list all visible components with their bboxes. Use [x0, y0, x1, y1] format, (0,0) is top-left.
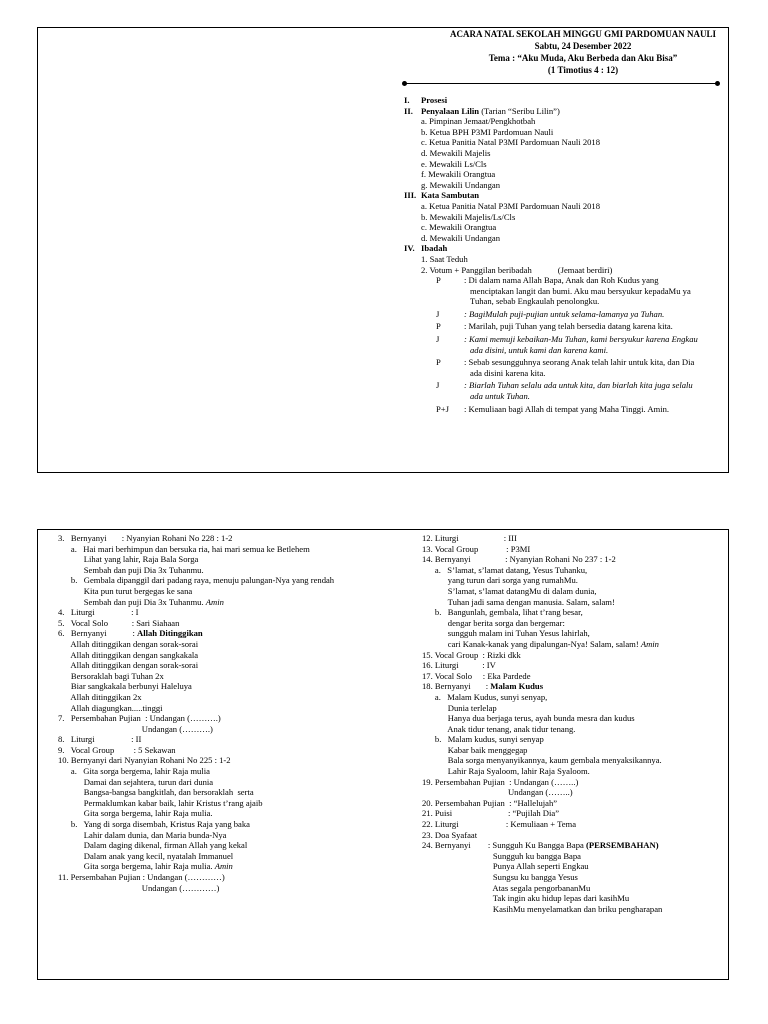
program-line-text: Punya Allah seperti Engkau	[422, 861, 589, 872]
program-line	[58, 830, 388, 841]
liturgy-line: : Sebab sesungguhnya seorang Anak telah lahir untuk kita, dan Dia	[464, 357, 695, 368]
divider-dot-right	[715, 81, 720, 86]
program-line-text: Kita pun turut bergegas ke sana	[58, 585, 193, 596]
program-line	[58, 565, 388, 576]
program-line	[422, 808, 727, 819]
program-line-text: a. Malam Kudus, sunyi senyap,	[422, 691, 548, 702]
program-line	[422, 533, 727, 544]
program-line	[58, 851, 388, 862]
liturgy-responses	[404, 275, 726, 414]
section-kata-sambutan: III. Kata Sambutan	[404, 190, 480, 201]
program-line	[58, 713, 388, 724]
program-line-emph: Allah Ditinggikan	[137, 628, 203, 639]
program-line-text: Hanya dua berjaga terus, ayah bunda mesra dan kudus	[422, 713, 635, 724]
section-prosesi: I. Prosesi	[404, 95, 448, 105]
penyalaan-lilin-item: a. Pimpinan Jemaat/Pengkhotbah	[421, 116, 536, 127]
liturgy-line: : Kami memuji kebaikan-Mu Tuhan, kami bersyukur karena Engkau	[464, 334, 698, 345]
program-line	[422, 703, 727, 714]
program-line-text: 14. Bernyanyi : Nyanyian Rohani No 237 : 1-2	[422, 554, 616, 565]
liturgy-speaker: P	[436, 321, 441, 332]
program-line-text: Gita sorga bergema, lahir Raja mulia.	[58, 808, 213, 819]
program-line	[58, 681, 388, 692]
penyalaan-lilin-item: b. Ketua BPH P3MI Pardomuan Nauli	[421, 126, 554, 137]
program-line-text: Tuhan jadi sama dengan manusia. Salam, salam!	[422, 596, 615, 607]
program-line	[58, 734, 388, 745]
program-line	[58, 840, 388, 851]
liturgy-line: : Biarlah Tuhan selalu ada untuk kita, dan biarlah kita juga selalu	[464, 380, 693, 391]
program-line-text: Tak ingin aku hidup lepas dari kasihMu	[422, 893, 630, 904]
program-line-text: 4. Liturgi : I	[58, 607, 139, 618]
kata-sambutan-item: d. Mewakili Undangan	[421, 232, 500, 243]
program-line-text: Gita sorga bergema, lahir Raja mulia.	[58, 861, 215, 872]
program-line-text: sungguh malam ini Tuhan Yesus lahirlah,	[422, 628, 590, 639]
program-line	[422, 755, 727, 766]
program-line-text: a. Gita sorga bergema, lahir Raja mulia	[58, 766, 210, 777]
program-line	[422, 861, 727, 872]
program-line	[422, 671, 727, 682]
program-line-text: dengar berita sorga dan bergemar:	[422, 617, 565, 628]
kata-sambutan-item: c. Mewakili Orangtua	[421, 222, 497, 233]
liturgy-response	[404, 404, 726, 415]
program-line	[422, 724, 727, 735]
program-line-text: 20. Persembahan Pujian : “Hallelujah”	[422, 797, 558, 808]
program-line-text: 21. Puisi : “Pujilah Dia”	[422, 808, 560, 819]
program-title: ACARA NATAL SEKOLAH MINGGU GMI PARDOMUAN NAULI	[449, 29, 716, 39]
program-line	[58, 777, 388, 788]
program-line-text: 8. Liturgi : II	[58, 734, 142, 745]
program-line	[58, 819, 388, 830]
program-line	[58, 872, 388, 883]
program-line-text: b. Malam kudus, sunyi senyap	[422, 734, 544, 745]
program-column-right	[422, 533, 727, 914]
program-line-text: 12. Liturgi : III	[422, 533, 517, 543]
ibadah-item-2: 2. Votum + Panggilan beribadah (Jemaat berdiri)	[421, 264, 613, 275]
program-line	[422, 628, 727, 639]
program-line	[422, 650, 727, 661]
program-line-text: Permaklumkan kabar baik, lahir Kristus t’rang ajaib	[58, 797, 263, 808]
program-column-left	[58, 533, 388, 893]
program-line-text: Allah ditinggikan dengan sorak-sorai	[58, 638, 199, 649]
program-line	[422, 851, 727, 862]
program-line	[58, 671, 388, 682]
program-page-2	[37, 529, 729, 980]
program-line	[422, 692, 727, 703]
kata-sambutan-item: a. Ketua Panitia Natal P3MI Pardomuan Nauli 2018	[421, 200, 601, 211]
liturgy-response	[404, 357, 726, 378]
program-line	[58, 724, 388, 735]
program-line-text: Anak tidur tenang, anak tidur tenang.	[422, 723, 576, 734]
program-line-emph: Amin	[640, 638, 659, 649]
program-line-text: Atas segala pengorbananMu	[422, 882, 591, 893]
program-line-text: 16. Liturgi : IV	[422, 660, 496, 671]
program-line	[422, 713, 727, 724]
penyalaan-lilin-list	[404, 116, 726, 190]
program-line-text: Bersoraklah bagi Tuhan 2x	[58, 670, 164, 681]
liturgy-response	[404, 309, 726, 320]
liturgy-response	[404, 380, 726, 401]
program-line	[58, 586, 388, 597]
program-line	[422, 575, 727, 586]
program-line-text: 19. Persembahan Pujian : Undangan (……..)	[422, 776, 579, 787]
program-theme: Tema : “Aku Muda, Aku Berbeda dan Aku Bisa”	[488, 53, 678, 63]
program-line-text: Kabar baik menggegap	[422, 744, 528, 755]
liturgy-line: ada untuk Tuhan.	[470, 391, 530, 402]
program-line	[58, 766, 388, 777]
liturgy-response	[404, 321, 726, 332]
program-line-text: cari Kanak-kanak yang dipalungan-Nya! Salam, salam!	[422, 638, 641, 649]
program-line-text: 13. Vocal Group : P3MI	[422, 543, 531, 554]
program-date: Sabtu, 24 Desember 2022	[534, 41, 632, 51]
program-line	[422, 745, 727, 756]
program-line-text: 22. Liturgi : Kemuliaan + Tema	[422, 819, 577, 830]
liturgy-line: ada disini, untuk kami dan karena kami.	[470, 344, 609, 355]
program-line-text: 23. Doa Syafaat	[422, 829, 478, 840]
penyalaan-lilin-item: f. Mewakili Orangtua	[421, 169, 496, 180]
program-line-text: Allah diagungkan.....tinggi	[58, 702, 163, 713]
program-line-text: KasihMu menyelamatkan dan briku pengharapan	[422, 903, 663, 914]
program-line	[422, 830, 727, 841]
program-line-text: 17. Vocal Solo : Eka Pardede	[422, 670, 531, 681]
program-line	[58, 639, 388, 650]
program-line-text: 9. Vocal Group : 5 Sekawan	[58, 744, 176, 755]
liturgy-line: : Marilah, puji Tuhan yang telah bersedia datang karena kita.	[464, 321, 673, 332]
program-line-text: Lihat yang lahir, Raja Bala Sorga	[58, 554, 199, 565]
program-line	[58, 554, 388, 565]
program-line-emph: Malam Kudus	[490, 681, 544, 692]
program-line-text: 5. Vocal Solo : Sari Siahaan	[58, 617, 180, 628]
section-penyalaan-lilin: II. Penyalaan Lilin (Tarian “Seribu Lilin”)	[404, 105, 560, 116]
liturgy-speaker: P+J	[436, 403, 449, 414]
program-line	[58, 628, 388, 639]
program-line	[58, 575, 388, 586]
kata-sambutan-item: b. Mewakili Majelis/Ls/Cls	[421, 211, 516, 222]
program-line-text: 18. Bernyanyi :	[422, 681, 491, 692]
program-line-text: Allah ditinggikan dengan sorak-sorai	[58, 660, 199, 671]
program-line-text: Bangsa-bangsa bangkitlah, dan bersoraklah serta	[58, 787, 254, 798]
program-line	[58, 692, 388, 703]
program-line-text: b. Bangunlah, gembala, lihat t’rang besar,	[422, 607, 583, 618]
penyalaan-lilin-item: g. Mewakili Undangan	[421, 179, 500, 190]
program-line-text: Undangan (……..)	[422, 787, 573, 798]
program-line-text: 7. Persembahan Pujian : Undangan (……….)	[58, 713, 221, 724]
ibadah-item-1: 1. Saat Teduh	[421, 253, 468, 264]
program-line	[58, 798, 388, 809]
program-line-text: 15. Vocal Group : Rizki dkk	[422, 649, 521, 660]
program-line	[58, 597, 388, 608]
kata-sambutan-list	[404, 201, 726, 243]
program-line-text: 11. Persembahan Pujian : Undangan (…………)	[58, 872, 225, 882]
penyalaan-lilin-item: d. Mewakili Majelis	[421, 147, 491, 158]
program-line-text: Lahir dalam dunia, dan Maria bunda-Nya	[58, 829, 227, 840]
program-line	[422, 607, 727, 618]
order-of-service	[404, 95, 726, 416]
program-line-text: a. Hai mari berhimpun dan bersuka ria, hai mari semua ke Betlehem	[58, 543, 310, 554]
section-ibadah: IV. Ibadah	[404, 243, 448, 254]
program-line	[422, 798, 727, 809]
program-line	[58, 808, 388, 819]
liturgy-line: menciptakan langit dan bumi. Aku mau bersyukur kepadaMu ya	[470, 285, 691, 296]
program-line	[422, 883, 727, 894]
program-line-text: Dunia terlelap	[422, 702, 497, 713]
program-line	[422, 565, 727, 576]
program-line	[58, 607, 388, 618]
program-line	[422, 840, 727, 851]
program-line-emph: (PERSEMBAHAN)	[585, 840, 659, 851]
program-line	[58, 755, 388, 766]
liturgy-speaker: P	[436, 275, 441, 286]
penyalaan-lilin-item: e. Mewakili Ls/Cls	[421, 158, 487, 169]
program-line	[422, 777, 727, 788]
program-line-text: 6. Bernyanyi :	[58, 628, 138, 639]
program-line	[422, 904, 727, 915]
program-line	[422, 597, 727, 608]
program-line-text: Sungguh ku bangga Bapa	[422, 850, 581, 861]
liturgy-response	[404, 275, 726, 307]
program-line-text: Sembah dan puji Dia 3x Tuhanmu.	[58, 564, 204, 575]
program-line	[58, 618, 388, 629]
program-line-emph: Amin	[214, 861, 233, 872]
program-line-text: 3. Bernyanyi : Nyanyian Rohani No 228 : 1-2	[58, 533, 233, 543]
program-line	[58, 745, 388, 756]
liturgy-speaker: J	[436, 380, 440, 391]
penyalaan-lilin-item: c. Ketua Panitia Natal P3MI Pardomuan Nauli 2018	[421, 137, 601, 148]
liturgy-line: ada disini karena kita.	[470, 367, 546, 378]
program-line	[58, 544, 388, 555]
program-line	[422, 734, 727, 745]
program-line-text: a. S’lamat, s’lamat datang, Yesus Tuhanku,	[422, 564, 588, 575]
program-line-text: Undangan (…………)	[58, 882, 220, 893]
program-line	[58, 861, 388, 872]
program-line	[422, 872, 727, 883]
program-line-emph: Amin	[205, 596, 224, 607]
program-line	[422, 618, 727, 629]
program-line-text: 10. Bernyanyi dari Nyanyian Rohani No 225 : 1-2	[58, 755, 231, 766]
program-line	[422, 586, 727, 597]
liturgy-line: Tuhan, sebab Engkaulah penolongku.	[470, 296, 600, 307]
program-line	[422, 660, 727, 671]
program-line	[422, 681, 727, 692]
program-line	[58, 650, 388, 661]
liturgy-line: : Di dalam nama Allah Bapa, Anak dan Roh Kudus yang	[464, 275, 659, 286]
liturgy-speaker: P	[436, 357, 441, 368]
program-line	[422, 766, 727, 777]
program-line-text: Damai dan sejahtera, turun dari dunia	[58, 776, 214, 787]
liturgy-speaker: J	[436, 334, 440, 345]
program-line-text: Biar sangkakala berbunyi Haleluya	[58, 681, 192, 692]
header-divider	[404, 83, 717, 84]
program-line	[58, 533, 388, 544]
program-line	[58, 660, 388, 671]
program-line-text: Sungsu ku bangga Yesus	[422, 872, 578, 882]
program-line	[422, 819, 727, 830]
liturgy-speaker: J	[436, 308, 440, 319]
program-line-text: Lahir Raja Syaloom, lahir Raja Syaloom.	[422, 766, 590, 777]
program-line	[422, 893, 727, 904]
program-line-text: Dalam daging dikenal, firman Allah yang kekal	[58, 840, 248, 851]
program-line	[422, 544, 727, 555]
program-line-text: 24. Bernyanyi : Sungguh Ku Bangga Bapa	[422, 840, 586, 851]
program-verse: (1 Timotius 4 : 12)	[547, 65, 619, 75]
liturgy-line: : BagiMulah puji-pujian untuk selama-lamanya ya Tuhan.	[464, 308, 665, 319]
program-line-text: Allah ditinggikan 2x	[58, 691, 142, 702]
program-line	[422, 554, 727, 565]
program-page-1	[37, 27, 729, 473]
liturgy-line: : Kemuliaan bagi Allah di tempat yang Maha Tinggi. Amin.	[464, 403, 670, 414]
program-line-text: S’lamat, s’lamat datangMu di dalam dunia,	[422, 585, 597, 596]
program-line-text: yang turun dari sorga yang rumahMu.	[422, 575, 578, 586]
program-line	[58, 787, 388, 798]
program-line	[422, 639, 727, 650]
program-line	[422, 787, 727, 798]
program-line-text: Undangan (……….)	[58, 723, 213, 734]
program-line-text: Dalam anak yang kecil, nyatalah Immanuel	[58, 850, 234, 861]
program-line	[58, 883, 388, 894]
program-line-text: Allah ditinggikan dengan sangkakala	[58, 649, 199, 660]
program-line-text: b. Yang di sorga disembah, Kristus Raja yang baka	[58, 819, 250, 830]
program-line	[58, 703, 388, 714]
program-line-text: Sembah dan puji Dia 3x Tuhanmu.	[58, 596, 206, 607]
program-line-text: b. Gembala dipanggil dari padang raya, menuju palungan-Nya yang rendah	[58, 575, 335, 586]
program-line-text: Bala sorga menyanyikannya, kaum gembala menyaksikannya.	[422, 755, 662, 766]
liturgy-response	[404, 334, 726, 355]
